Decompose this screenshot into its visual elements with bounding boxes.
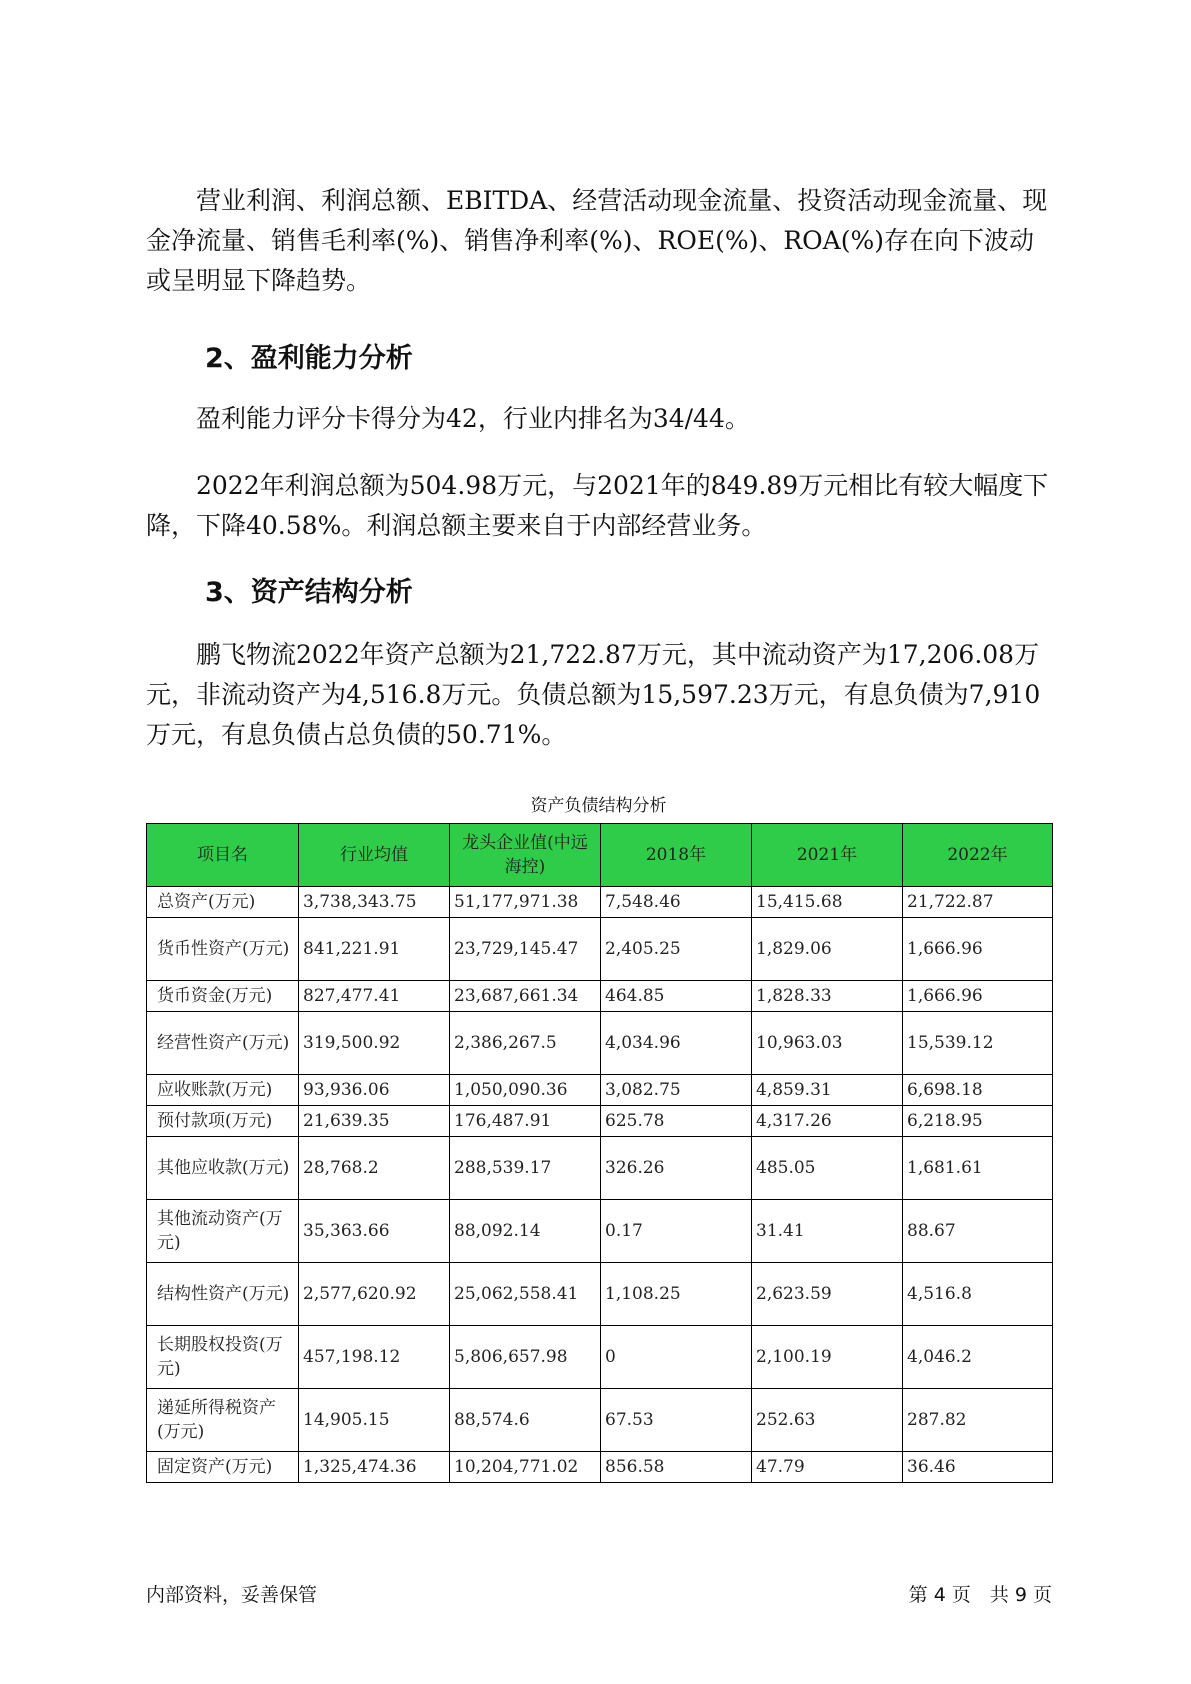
table-cell: 319,500.92 bbox=[299, 1012, 450, 1075]
row-label: 其他流动资产(万元) bbox=[147, 1200, 299, 1263]
table-cell: 1,050,090.36 bbox=[450, 1075, 601, 1106]
table-row bbox=[147, 1263, 1053, 1326]
row-label: 预付款项(万元) bbox=[147, 1106, 299, 1137]
table-cell: 326.26 bbox=[601, 1137, 752, 1200]
table-cell: 2,623.59 bbox=[752, 1263, 903, 1326]
table-cell: 15,415.68 bbox=[752, 887, 903, 918]
section-heading: 2、盈利能力分析 bbox=[205, 343, 413, 374]
footer-confidential-note: 内部资料，妥善保管 bbox=[146, 1584, 318, 1606]
table-cell: 485.05 bbox=[752, 1137, 903, 1200]
table-cell: 841,221.91 bbox=[299, 918, 450, 981]
body-paragraph: 2022年利润总额为504.98万元，与2021年的849.89万元相比有较大幅度下降，下降40.58%。利润总额主要来自于内部经营业务。 bbox=[146, 471, 1049, 540]
column-header: 龙头企业值(中远海控) bbox=[450, 824, 601, 887]
table-cell: 5,806,657.98 bbox=[450, 1326, 601, 1389]
table-cell: 15,539.12 bbox=[903, 1012, 1053, 1075]
table-cell: 4,516.8 bbox=[903, 1263, 1053, 1326]
row-label: 应收账款(万元) bbox=[147, 1075, 299, 1106]
table-cell: 6,698.18 bbox=[903, 1075, 1053, 1106]
table-cell: 0 bbox=[601, 1326, 752, 1389]
column-header: 2021年 bbox=[752, 824, 903, 887]
table-cell: 3,738,343.75 bbox=[299, 887, 450, 918]
table-cell: 1,325,474.36 bbox=[299, 1452, 450, 1483]
table-cell: 1,681.61 bbox=[903, 1137, 1053, 1200]
asset-liability-table bbox=[146, 823, 1053, 1483]
table-cell: 252.63 bbox=[752, 1389, 903, 1452]
table-cell: 21,639.35 bbox=[299, 1106, 450, 1137]
column-header: 行业均值 bbox=[299, 824, 450, 887]
body-paragraph: 鹏飞物流2022年资产总额为21,722.87万元，其中流动资产为17,206.08万元，非流动资产为4,516.8万元。负债总额为15,597.23万元，有息负债为7,910万元，有息负债占总负债的50.71%。 bbox=[146, 640, 1041, 749]
table-row bbox=[147, 1106, 1053, 1137]
table-cell: 4,046.2 bbox=[903, 1326, 1053, 1389]
table-cell: 457,198.12 bbox=[299, 1326, 450, 1389]
table-cell: 4,859.31 bbox=[752, 1075, 903, 1106]
table-cell: 1,666.96 bbox=[903, 918, 1053, 981]
row-label: 其他应收款(万元) bbox=[147, 1137, 299, 1200]
table-cell: 176,487.91 bbox=[450, 1106, 601, 1137]
table-cell: 0.17 bbox=[601, 1200, 752, 1263]
table-cell: 93,936.06 bbox=[299, 1075, 450, 1106]
table-cell: 51,177,971.38 bbox=[450, 887, 601, 918]
body-paragraph: 营业利润、利润总额、EBITDA、经营活动现金流量、投资活动现金流量、现金净流量、销售毛利率(%)、销售净利率(%)、ROE(%)、ROA(%)存在向下波动或呈明显下降趋势。 bbox=[146, 186, 1048, 295]
table-row bbox=[147, 1075, 1053, 1106]
table-cell: 23,729,145.47 bbox=[450, 918, 601, 981]
row-label: 货币性资产(万元) bbox=[147, 918, 299, 981]
column-header: 项目名 bbox=[147, 824, 299, 887]
table-row bbox=[147, 1200, 1053, 1263]
row-label: 长期股权投资(万元) bbox=[147, 1326, 299, 1389]
table-cell: 625.78 bbox=[601, 1106, 752, 1137]
column-header: 2022年 bbox=[903, 824, 1053, 887]
table-cell: 856.58 bbox=[601, 1452, 752, 1483]
table-cell: 14,905.15 bbox=[299, 1389, 450, 1452]
table-cell: 88,574.6 bbox=[450, 1389, 601, 1452]
table-cell: 4,034.96 bbox=[601, 1012, 752, 1075]
table-cell: 287.82 bbox=[903, 1389, 1053, 1452]
row-label: 结构性资产(万元) bbox=[147, 1263, 299, 1326]
table-cell: 464.85 bbox=[601, 981, 752, 1012]
table-cell: 1,666.96 bbox=[903, 981, 1053, 1012]
table-cell: 47.79 bbox=[752, 1452, 903, 1483]
table-caption: 资产负债结构分析 bbox=[530, 796, 667, 816]
table-cell: 88.67 bbox=[903, 1200, 1053, 1263]
table-cell: 31.41 bbox=[752, 1200, 903, 1263]
row-label: 固定资产(万元) bbox=[147, 1452, 299, 1483]
table-row bbox=[147, 1452, 1053, 1483]
table-cell: 827,477.41 bbox=[299, 981, 450, 1012]
table-cell: 10,963.03 bbox=[752, 1012, 903, 1075]
column-header: 2018年 bbox=[601, 824, 752, 887]
table-cell: 2,577,620.92 bbox=[299, 1263, 450, 1326]
table-cell: 288,539.17 bbox=[450, 1137, 601, 1200]
row-label: 经营性资产(万元) bbox=[147, 1012, 299, 1075]
table-cell: 88,092.14 bbox=[450, 1200, 601, 1263]
table-row bbox=[147, 887, 1053, 918]
table-header-row bbox=[147, 824, 1053, 887]
table-cell: 1,108.25 bbox=[601, 1263, 752, 1326]
table-cell: 4,317.26 bbox=[752, 1106, 903, 1137]
table-cell: 23,687,661.34 bbox=[450, 981, 601, 1012]
table-cell: 7,548.46 bbox=[601, 887, 752, 918]
table-cell: 2,100.19 bbox=[752, 1326, 903, 1389]
table-cell: 10,204,771.02 bbox=[450, 1452, 601, 1483]
table-cell: 2,405.25 bbox=[601, 918, 752, 981]
table-cell: 21,722.87 bbox=[903, 887, 1053, 918]
table-cell: 28,768.2 bbox=[299, 1137, 450, 1200]
table-row bbox=[147, 1326, 1053, 1389]
table-cell: 1,829.06 bbox=[752, 918, 903, 981]
table-row bbox=[147, 1137, 1053, 1200]
row-label: 递延所得税资产(万元) bbox=[147, 1389, 299, 1452]
table-cell: 35,363.66 bbox=[299, 1200, 450, 1263]
table-row bbox=[147, 918, 1053, 981]
table-cell: 3,082.75 bbox=[601, 1075, 752, 1106]
row-label: 货币资金(万元) bbox=[147, 981, 299, 1012]
table-cell: 36.46 bbox=[903, 1452, 1053, 1483]
table-cell: 1,828.33 bbox=[752, 981, 903, 1012]
table-row bbox=[147, 1012, 1053, 1075]
table-cell: 2,386,267.5 bbox=[450, 1012, 601, 1075]
table-cell: 25,062,558.41 bbox=[450, 1263, 601, 1326]
footer-page-number: 第 4 页 共 9 页 bbox=[908, 1584, 1052, 1606]
table-row bbox=[147, 981, 1053, 1012]
table-cell: 6,218.95 bbox=[903, 1106, 1053, 1137]
row-label: 总资产(万元) bbox=[147, 887, 299, 918]
table-cell: 67.53 bbox=[601, 1389, 752, 1452]
body-paragraph: 盈利能力评分卡得分为42，行业内排名为34/44。 bbox=[146, 404, 750, 433]
section-heading: 3、资产结构分析 bbox=[205, 577, 413, 608]
table-row bbox=[147, 1389, 1053, 1452]
